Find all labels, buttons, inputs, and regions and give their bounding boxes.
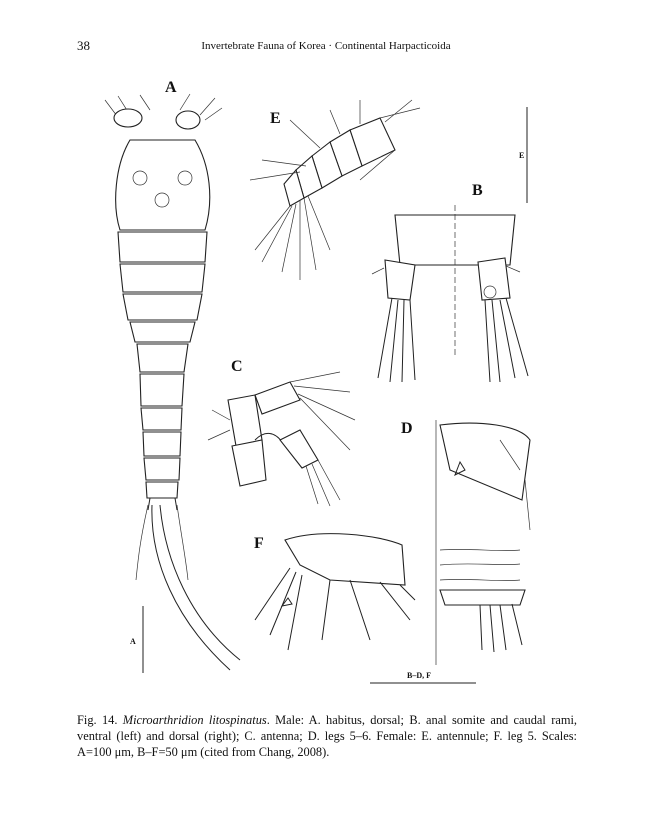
panel-label-c: C [231,358,243,375]
scale-label-e: E [519,151,525,160]
panel-a-habitus [105,79,240,670]
panel-b-anal-somite [372,182,528,382]
running-title: Invertebrate Fauna of Korea · Continental Harpacticoida [201,40,451,52]
panel-d-legs [401,420,530,665]
panel-label-e: E [270,110,281,127]
scale-label-a: A [130,637,136,646]
caption-prefix: Fig. 14. [77,713,118,727]
scale-bar-bdf [370,671,476,683]
panel-label-d: D [401,420,413,437]
caption-species: Microarthridion litospinatus [122,713,267,727]
panel-e-antennule [250,100,420,280]
page-number: 38 [77,38,90,53]
panel-f-leg5 [254,534,415,650]
panel-label-a: A [165,79,177,96]
scale-bar-a [130,606,143,673]
panel-c-antenna [208,358,355,506]
panel-label-b: B [472,182,483,199]
scale-bar-e [519,107,527,203]
figure-caption [77,712,577,760]
scale-label-bdf: B–D, F [407,671,431,680]
caption-text: . Male: A. habitus, dorsal; B. anal somite and caudal rami, ventral (left) and dorsal (right); C. antenna; D. legs 5–6. Female: E. antennule; F. leg 5. Scales: A=100 μm, B–F=50 μm (cited from Chang, 2008). [77,713,578,759]
panel-label-f: F [254,535,264,552]
